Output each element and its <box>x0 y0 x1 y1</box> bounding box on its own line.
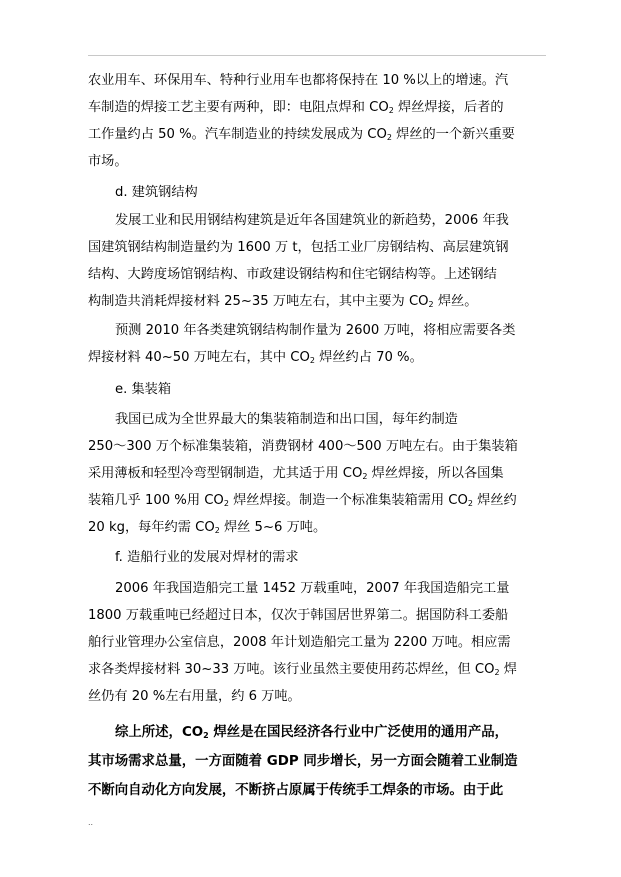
text-line: 农业用车、环保用车、特种行业用车也都将保持在 10 %以上的增速。汽 <box>88 73 509 88</box>
text-line: 工作量约占 50 %。汽车制造业的持续发展成为 $CO_2$ 焊丝的一个新兴重要 <box>88 127 515 142</box>
text-line: 我国已成为全世界最大的集装箱制造和出口国，每年约制造 <box>115 412 458 427</box>
text-line: 结构、大跨度场馆钢结构、市政建设钢结构和住宅钢结构等。上述钢结 <box>88 267 497 282</box>
text-line: 250～300 万个标准集装箱，消费钢材 400～500 万吨左右。由于集装箱 <box>88 439 518 454</box>
footer-mark: .. <box>88 818 94 827</box>
bold-text-line: 综上所述，$CO_2$ 焊丝是在国民经济各行业中广泛使用的通用产品， <box>115 725 509 740</box>
text-line: 2006 年我国造船完工量 1452 万载重吨，2007 年我国造船完工量 <box>115 581 510 596</box>
text-line: 国建筑钢结构制造量约为 1600 万 t，包括工业厂房钢结构、高层建筑钢 <box>88 240 509 255</box>
text-line: 采用薄板和轻型冷弯型钢制造，尤其适于用 $CO_2$ 焊丝焊接，所以各国集 <box>88 466 504 481</box>
text-line: 车制造的焊接工艺主要有两种，即：电阻点焊和 $CO_2$ 焊丝焊接，后者的 <box>88 100 504 115</box>
bold-text-line: 其市场需求总量，一方面随着 GDP 同步增长，另一方面会随着工业制造 <box>88 754 518 769</box>
text-line: 20 kg，每年约需 $CO_2$ 焊丝 5~6 万吨。 <box>88 520 327 535</box>
section-heading: f. 造船行业的发展对焊材的需求 <box>115 550 299 565</box>
text-line: 求各类焊接材料 30~33 万吨。该行业虽然主要使用药芯焊丝，但 $CO_2$ 焊 <box>88 662 517 677</box>
bold-text-line: 不断向自动化方向发展，不断挤占原属于传统手工焊条的市场。由于此 <box>88 783 504 798</box>
text-line: 1800 万载重吨已经超过日本，仅次于韩国居世界第二。据国防科工委船 <box>88 608 509 623</box>
text-line: 舶行业管理办公室信息，2008 年计划造船完工量为 2200 万吨。相应需 <box>88 635 511 650</box>
text-line: 焊接材料 40~50 万吨左右，其中 $CO_2$ 焊丝约占 70 %。 <box>88 350 423 365</box>
text-line: 丝仍有 20 %左右用量，约 6 万吨。 <box>88 689 301 704</box>
text-line: 构制造共消耗焊接材料 25~35 万吨左右，其中主要为 $CO_2$ 焊丝。 <box>88 294 478 309</box>
text-line: 发展工业和民用钢结构建筑是近年各国建筑业的新趋势，2006 年我 <box>115 213 509 228</box>
header-rule <box>88 55 546 56</box>
text-line: 市场。 <box>88 154 128 169</box>
section-heading: d. 建筑钢结构 <box>115 185 198 200</box>
section-heading: e. 集装箱 <box>115 382 172 397</box>
text-line: 装箱几乎 100 %用 $CO_2$ 焊丝焊接。制造一个标准集装箱需用 $CO_2$ 焊丝约 <box>88 493 517 508</box>
text-line: 预测 2010 年各类建筑钢结构制作量为 2600 万吨，将相应需要各类 <box>115 323 516 338</box>
